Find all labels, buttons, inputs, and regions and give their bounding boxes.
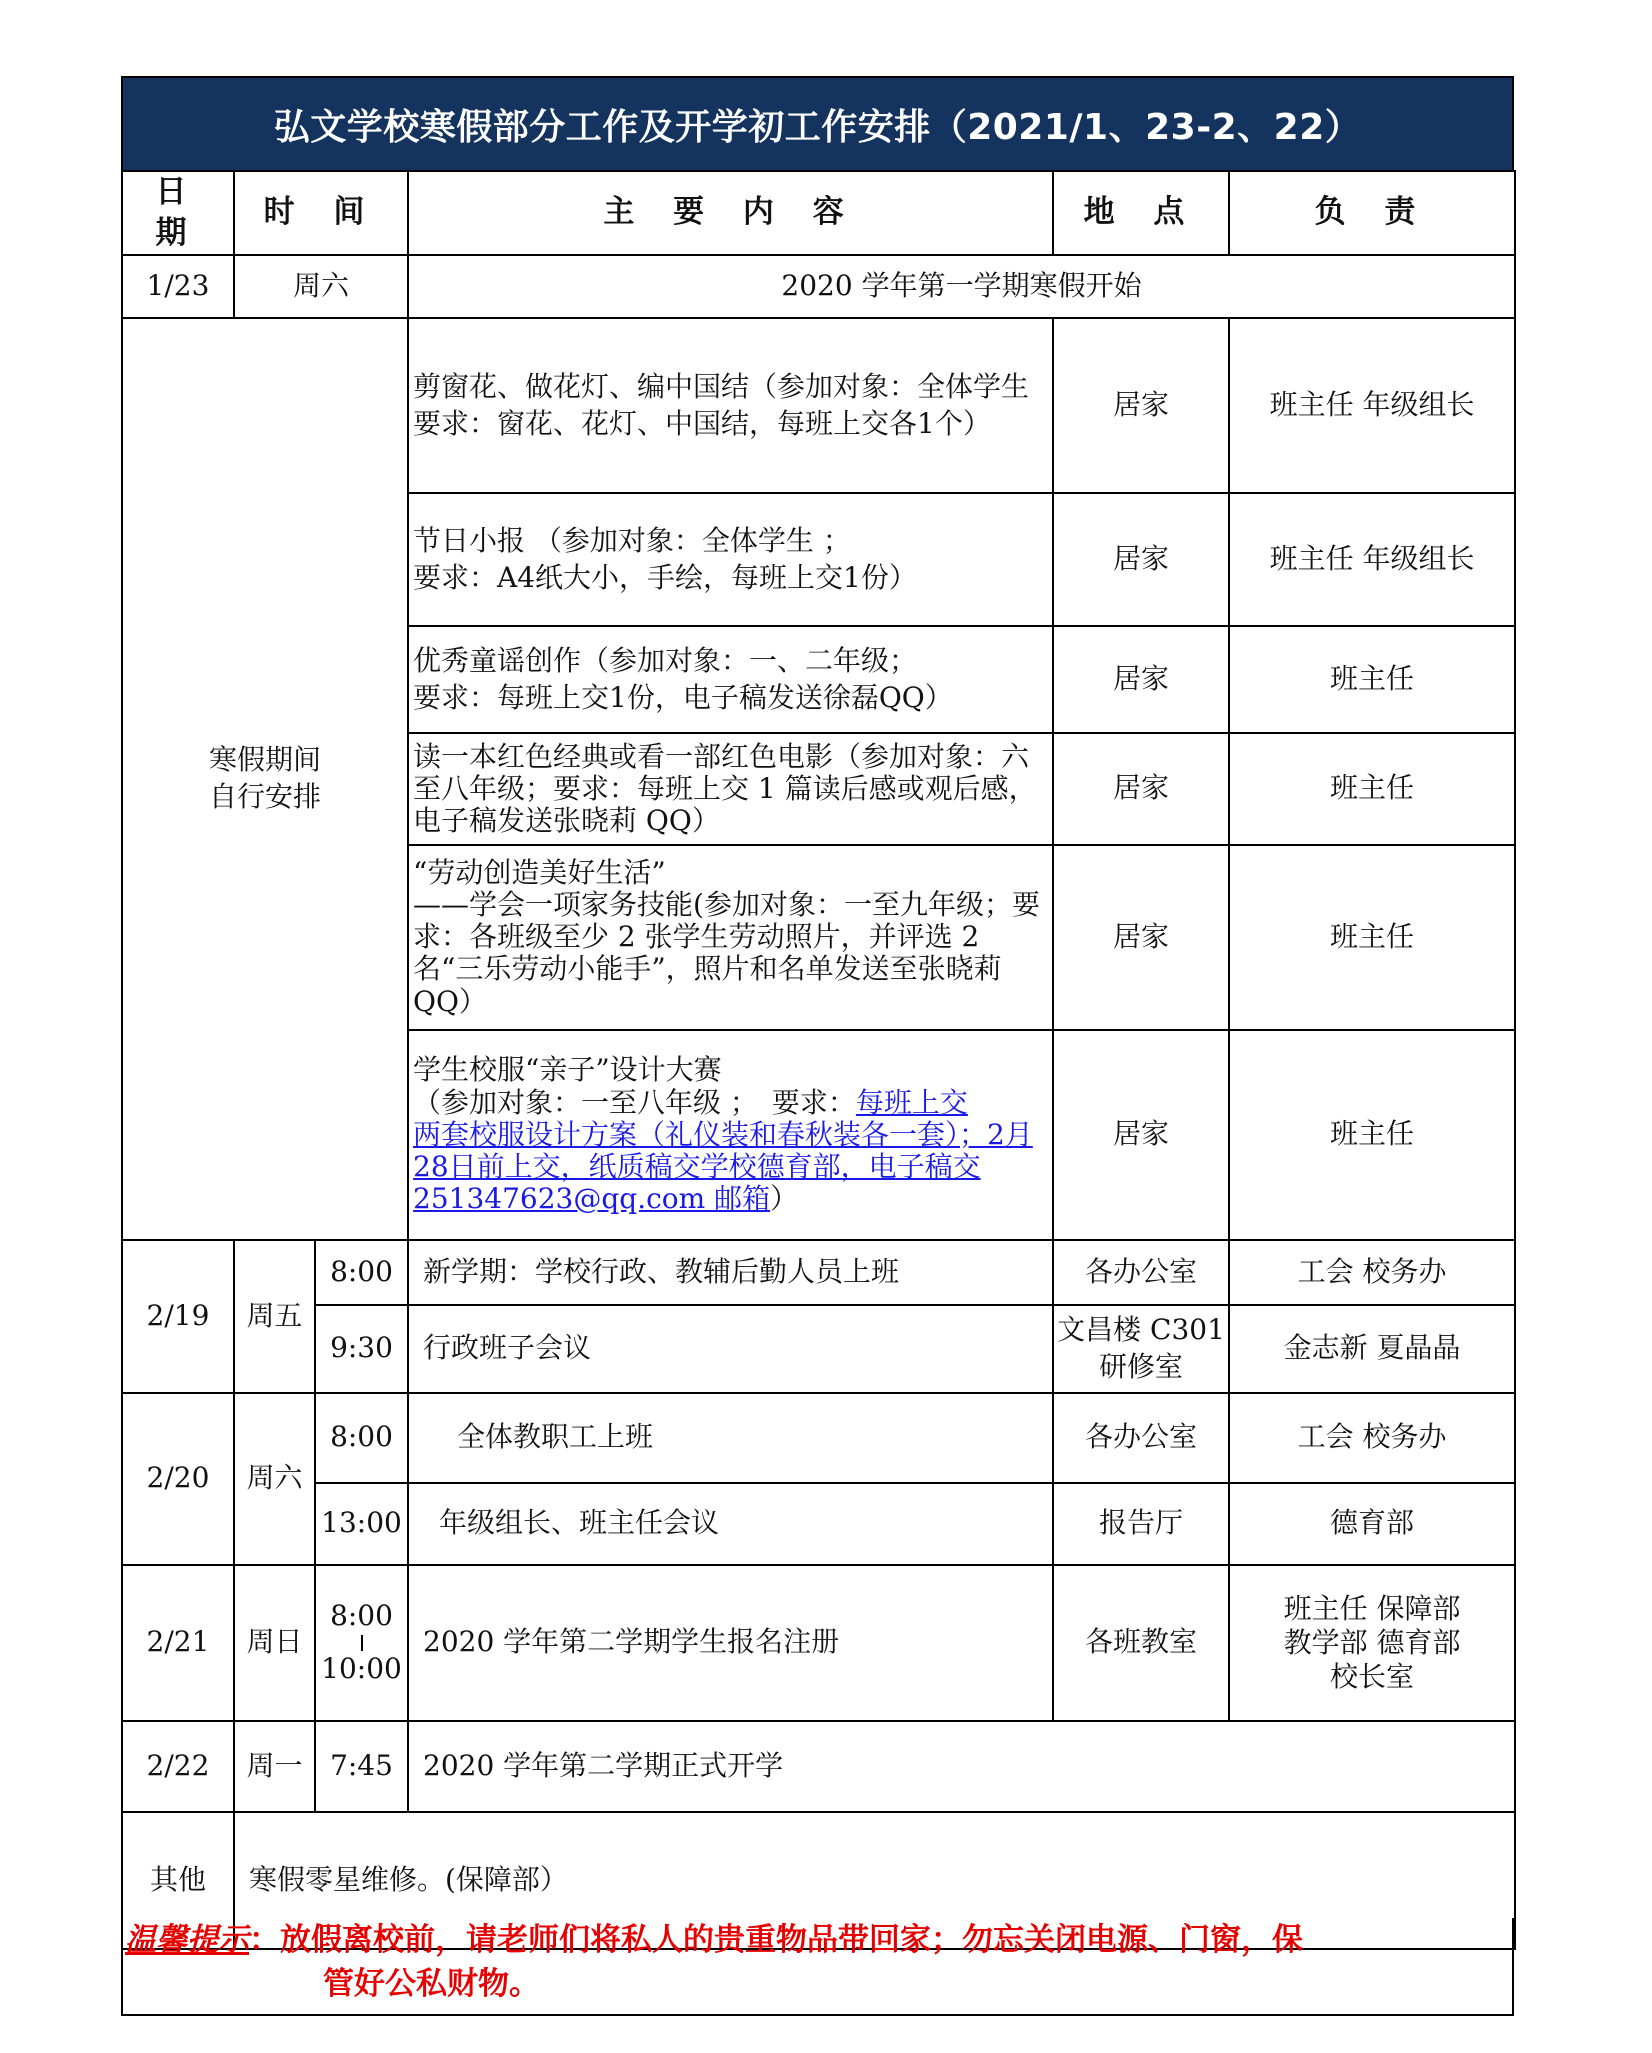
holiday-item-owner: 班主任 <box>1229 733 1515 845</box>
location-line: 文昌楼 C301 <box>1057 1312 1225 1346</box>
row-content: 行政班子会议 <box>408 1305 1053 1393</box>
holiday-item-owner: 班主任 年级组长 <box>1229 493 1515 626</box>
table-row <box>122 1240 1515 1305</box>
email-link[interactable]: 251347623@qq.com 邮箱 <box>413 1182 771 1216</box>
row-owner: 德育部 <box>1229 1483 1515 1565</box>
content-line: 要求：A4纸大小，手绘，每班上交1份） <box>413 561 917 595</box>
schedule-sheet <box>121 76 1514 1950</box>
holiday-item-owner: 班主任 <box>1229 626 1515 733</box>
row-content: 年级组长、班主任会议 <box>408 1483 1053 1565</box>
row-time: 8:00 <box>315 1393 408 1483</box>
other-label: 其他 <box>122 1812 234 1949</box>
schedule-table <box>121 170 1516 1950</box>
content-line: 学生校服“亲子”设计大赛 <box>413 1053 722 1087</box>
header-location: 地 点 <box>1053 171 1229 255</box>
content-text: ） <box>770 1182 799 1216</box>
holiday-item-owner: 班主任 <box>1229 1030 1515 1240</box>
row-weekday: 周一 <box>234 1721 315 1812</box>
requirement-link[interactable]: 两套校服设计方案（礼仪装和春秋装各一套）；2月28日前上交，纸质稿交学校德育部，电子稿交 <box>413 1117 1033 1183</box>
row-content: 全体教职工上班 <box>408 1393 1053 1483</box>
row-time: 13:00 <box>315 1483 408 1565</box>
table-row <box>122 1483 1515 1565</box>
table-row <box>122 318 1515 493</box>
holiday-item-location: 居家 <box>1053 1030 1229 1240</box>
content-line: 要求：每班上交1份，电子稿发送徐磊QQ） <box>413 681 953 715</box>
row-owner: 工会 校务办 <box>1229 1393 1515 1483</box>
row-content: 2020 学年第二学期正式开学 <box>408 1721 1515 1812</box>
time-end: 10:00 <box>321 1651 402 1685</box>
holiday-period-cell <box>122 318 408 1240</box>
row-location <box>1053 1305 1229 1393</box>
row-time <box>315 1565 408 1721</box>
row-time: 9:30 <box>315 1305 408 1393</box>
holiday-item-location: 居家 <box>1053 626 1229 733</box>
table-row <box>122 1565 1515 1721</box>
content-line <box>413 1087 1048 1119</box>
row-weekday: 周日 <box>234 1565 315 1721</box>
header-time: 时 间 <box>234 171 408 255</box>
row-location: 报告厅 <box>1053 1483 1229 1565</box>
holiday-item-content <box>408 1030 1053 1240</box>
owner-line: 班主任 保障部 <box>1283 1591 1461 1625</box>
requirement-link[interactable]: 每班上交 <box>855 1085 968 1119</box>
row-content: 2020 学年第二学期学生报名注册 <box>408 1565 1053 1721</box>
location-line: 研修室 <box>1099 1349 1184 1383</box>
table-row <box>122 255 1515 318</box>
row-date: 2/21 <box>122 1565 234 1721</box>
holiday-item-content <box>408 493 1053 626</box>
holiday-item-content: 读一本红色经典或看一部红色电影（参加对象：六至八年级；要求：每班上交 1 篇读后感或观后感，电子稿发送张晓莉 QQ） <box>408 733 1053 845</box>
footer-notice <box>121 1918 1514 2016</box>
row-date: 2/19 <box>122 1240 234 1393</box>
row-weekday: 周六 <box>234 1393 315 1565</box>
content-text: （参加对象：一至八年级 ； 要求： <box>413 1085 856 1119</box>
holiday-period-line1: 寒假期间 <box>209 742 322 776</box>
table-row <box>122 1393 1515 1483</box>
row-weekday: 周五 <box>234 1240 315 1393</box>
row-date: 1/23 <box>122 255 234 318</box>
holiday-period-line2: 自行安排 <box>209 779 322 813</box>
holiday-item-location: 居家 <box>1053 845 1229 1030</box>
owner-line: 教学部 德育部 <box>1283 1625 1461 1659</box>
row-date: 2/20 <box>122 1393 234 1565</box>
holiday-item-content <box>408 626 1053 733</box>
holiday-item-location: 居家 <box>1053 493 1229 626</box>
content-line: “劳动创造美好生活” <box>413 855 666 889</box>
row-owner <box>1229 1565 1515 1721</box>
notice-line <box>125 1918 1512 1962</box>
notice-colon: ： <box>249 1922 280 1958</box>
document-title: 弘文学校寒假部分工作及开学初工作安排（2021/1、23-2、22） <box>121 76 1514 170</box>
holiday-item-content: 剪窗花、做花灯、编中国结（参加对象：全体学生 要求：窗花、花灯、中国结，每班上交各1个） <box>408 318 1053 493</box>
holiday-item-owner: 班主任 年级组长 <box>1229 318 1515 493</box>
row-date: 2/22 <box>122 1721 234 1812</box>
header-date: 日 期 <box>122 171 234 255</box>
content-line: ——学会一项家务技能(参加对象：一至九年级；要求：各班级至少 2 张学生劳动照片，并评选 2 名“三乐劳动小能手”，照片和名单发送至张晓莉 QQ） <box>413 888 1040 1018</box>
row-owner: 工会 校务办 <box>1229 1240 1515 1305</box>
header-owner: 负 责 <box>1229 171 1515 255</box>
row-owner: 金志新 夏晶晶 <box>1229 1305 1515 1393</box>
row-time: 8:00 <box>315 1240 408 1305</box>
time-range-divider <box>361 1635 363 1651</box>
row-location: 各办公室 <box>1053 1393 1229 1483</box>
notice-label: 温馨提示 <box>125 1922 249 1958</box>
row-content: 2020 学年第一学期寒假开始 <box>408 255 1515 318</box>
owner-line: 校长室 <box>1330 1659 1415 1693</box>
notice-line: 管好公私财物。 <box>323 1966 540 2002</box>
table-row <box>122 1721 1515 1812</box>
content-line: 优秀童谣创作（参加对象：一、二年级； <box>413 644 918 678</box>
holiday-item-content <box>408 845 1053 1030</box>
content-line <box>413 1183 1048 1215</box>
row-time: 7:45 <box>315 1721 408 1812</box>
header-content: 主 要 内 容 <box>408 171 1053 255</box>
table-row <box>122 1305 1515 1393</box>
row-weekday: 周六 <box>234 255 408 318</box>
notice-text: 放假离校前，请老师们将私人的贵重物品带回家；勿忘关闭电源、门窗，保 <box>280 1922 1303 1958</box>
header-row <box>122 171 1515 255</box>
row-location: 各办公室 <box>1053 1240 1229 1305</box>
holiday-item-location: 居家 <box>1053 318 1229 493</box>
other-content: 寒假零星维修。(保障部） <box>234 1812 1515 1949</box>
row-location: 各班教室 <box>1053 1565 1229 1721</box>
time-start: 8:00 <box>330 1598 393 1632</box>
holiday-item-location: 居家 <box>1053 733 1229 845</box>
row-content: 新学期：学校行政、教辅后勤人员上班 <box>408 1240 1053 1305</box>
holiday-item-owner: 班主任 <box>1229 845 1515 1030</box>
content-line: 节日小报 （参加对象：全体学生 ； <box>413 524 851 558</box>
